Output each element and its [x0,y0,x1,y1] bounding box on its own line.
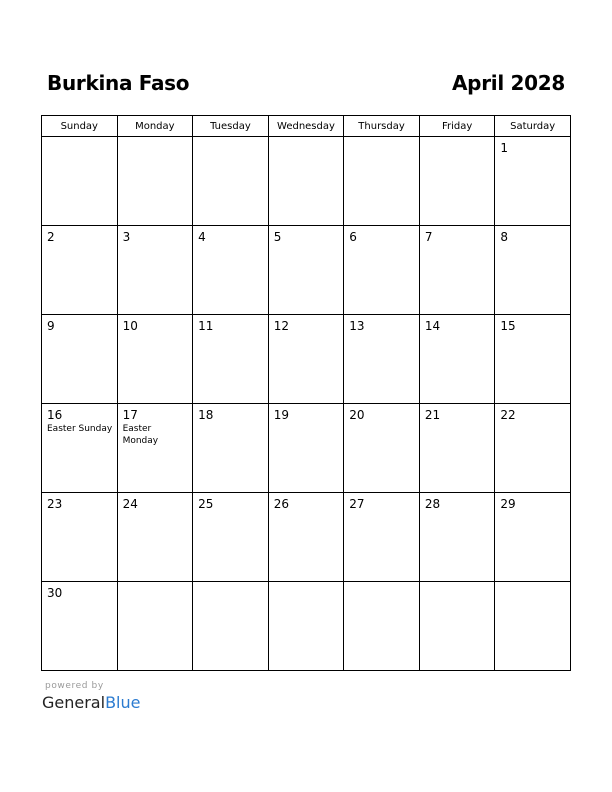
day-cell [495,404,571,493]
day-cell [495,137,571,226]
day-cell [344,493,420,582]
empty-day-cell [344,582,420,671]
day-cell [117,315,193,404]
day-cell [495,226,571,315]
day-number: 15 [500,319,516,333]
day-cell [117,226,193,315]
day-cell [344,404,420,493]
empty-day-cell [117,582,193,671]
empty-day-cell [193,582,269,671]
empty-day-cell [42,137,118,226]
day-cell [117,493,193,582]
day-number: 8 [500,230,509,244]
generalblue-logo[interactable] [42,693,140,712]
day-cell [495,493,571,582]
day-number: 9 [47,319,55,333]
day-cell [117,404,193,493]
day-cell [42,226,118,315]
day-number: 16 [47,408,63,422]
day-number: 6 [349,230,357,244]
day-number: 26 [273,497,289,511]
empty-day-cell [268,137,344,226]
day-number: 21 [424,408,441,422]
empty-day-cell [117,137,193,226]
day-number: 25 [198,497,214,511]
day-number: 11 [198,319,214,333]
empty-day-cell [419,582,495,671]
week-row [42,226,571,315]
calendar-month-title: April 2028 [452,71,565,95]
day-cell [42,404,118,493]
day-cell [419,226,495,315]
day-cell [193,226,269,315]
brand-blue-text: Blue [105,693,141,712]
weekday-header-row [42,116,571,137]
day-cell [42,582,118,671]
week-row [42,404,571,493]
day-number: 2 [47,230,55,244]
brand-general-text: General [42,693,106,712]
day-cell [42,493,118,582]
holiday-label: Easter Sunday [47,424,113,434]
day-number: 24 [122,497,138,511]
day-number: 17 [122,408,138,422]
day-cell [193,315,269,404]
day-number: 27 [349,497,365,511]
holiday-label: Easter Monday [122,424,159,446]
day-cell [268,404,344,493]
empty-day-cell [193,137,269,226]
empty-day-cell [495,582,571,671]
week-row [42,137,571,226]
day-number: 30 [47,586,63,600]
weekday-header: Wednesday [268,116,344,137]
day-number: 19 [273,408,289,422]
day-cell [495,315,571,404]
day-number: 18 [198,408,214,422]
day-cell [268,315,344,404]
week-row [42,582,571,671]
day-number: 10 [122,319,138,333]
empty-day-cell [268,582,344,671]
day-cell [42,315,118,404]
weekday-header: Saturday [495,116,571,137]
day-number: 29 [500,497,516,511]
day-number: 5 [273,230,282,244]
day-cell [268,226,344,315]
weekday-header: Friday [419,116,495,137]
day-number: 4 [198,230,206,244]
day-number: 1 [500,141,509,155]
powered-by-text: powered by [45,681,104,691]
day-number: 13 [349,319,365,333]
day-cell [419,315,495,404]
day-cell [419,404,495,493]
week-row [42,493,571,582]
calendar-grid [41,115,571,671]
day-number: 12 [273,319,289,333]
calendar-country-title: Burkina Faso [47,71,190,95]
day-number: 7 [424,230,433,244]
day-number: 23 [47,497,63,511]
day-cell [193,404,269,493]
day-number: 3 [122,230,131,244]
day-number: 22 [500,408,516,422]
day-cell [344,315,420,404]
weekday-header: Sunday [42,116,118,137]
day-cell [268,493,344,582]
empty-day-cell [344,137,420,226]
weekday-header: Tuesday [193,116,269,137]
week-row [42,315,571,404]
day-number: 28 [424,497,441,511]
empty-day-cell [419,137,495,226]
weekday-header: Thursday [344,116,420,137]
day-cell [419,493,495,582]
day-cell [344,226,420,315]
day-number: 20 [349,408,365,422]
weekday-header: Monday [117,116,193,137]
day-cell [193,493,269,582]
day-number: 14 [424,319,441,333]
